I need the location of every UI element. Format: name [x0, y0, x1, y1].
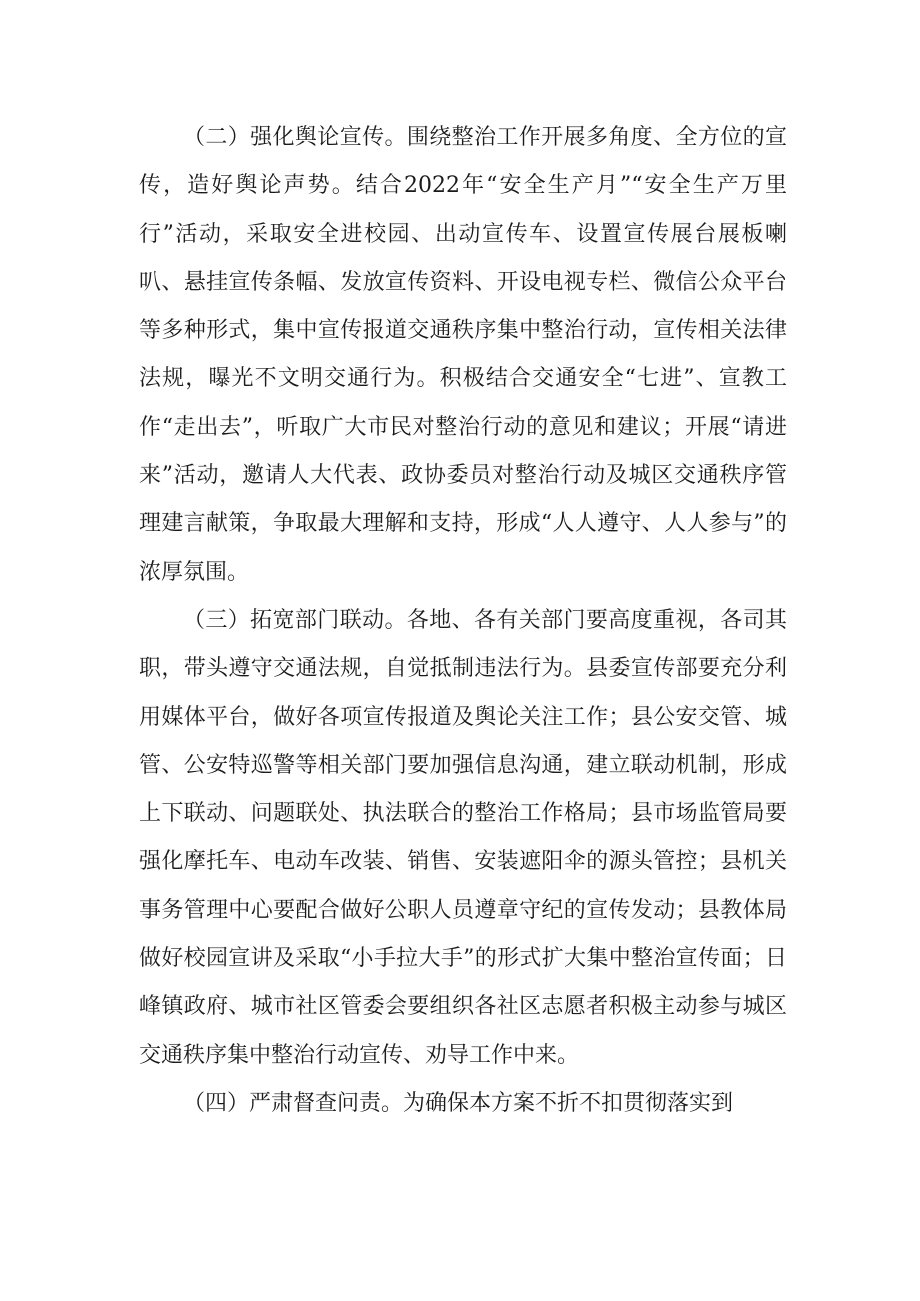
paragraph-publicity: （二）强化舆论宣传。围绕整治工作开展多角度、全方位的宣传，造好舆论声势。结合2022年“安全生产月”“安全生产万里行”活动，采取安全进校园、出动宣传车、设置宣传展台展板喇叭、悬挂宣传条幅、发放宣传资料、开设电视专栏、微信公众平台等多种形式，集中宣传报道交通秩序集中整治行动，宣传相关法律法规，曝光不文明交通行为。积极结合交通安全“七进”、宣教工作“走出去”，听取广大市民对整治行动的意见和建议；开展“请进来”活动，邀请人大代表、政协委员对整治行动及城区交通秩序管理建言献策，争取最大理解和支持，形成“人人遵守、人人参与”的浓厚氛围。 — [139, 125, 787, 585]
paragraph-department-linkage: （三）拓宽部门联动。各地、各有关部门要高度重视，各司其职，带头遵守交通法规，自觉抵制违法行为。县委宣传部要充分利用媒体平台，做好各项宣传报道及舆论关注工作；县公安交管、城管、公安特巡警等相关部门要加强信息沟通，建立联动机制，形成上下联动、问题联处、执法联合的整治工作格局；县市场监管局要强化摩托车、电动车改装、销售、安装遮阳伞的源头管控；县机关事务管理中心要配合做好公职人员遵章守纪的宣传发动；县教体局做好校园宣讲及采取“小手拉大手”的形式扩大集中整治宣传面；日峰镇政府、城市社区管委会要组织各社区志愿者积极主动参与城区交通秩序集中整治行动宣传、劝导工作中来。 — [139, 607, 787, 1068]
paragraph-supervision: （四）严肃督查问责。为确保本方案不折不扣贯彻落实到 — [183, 1090, 734, 1116]
document-body — [139, 114, 787, 1128]
